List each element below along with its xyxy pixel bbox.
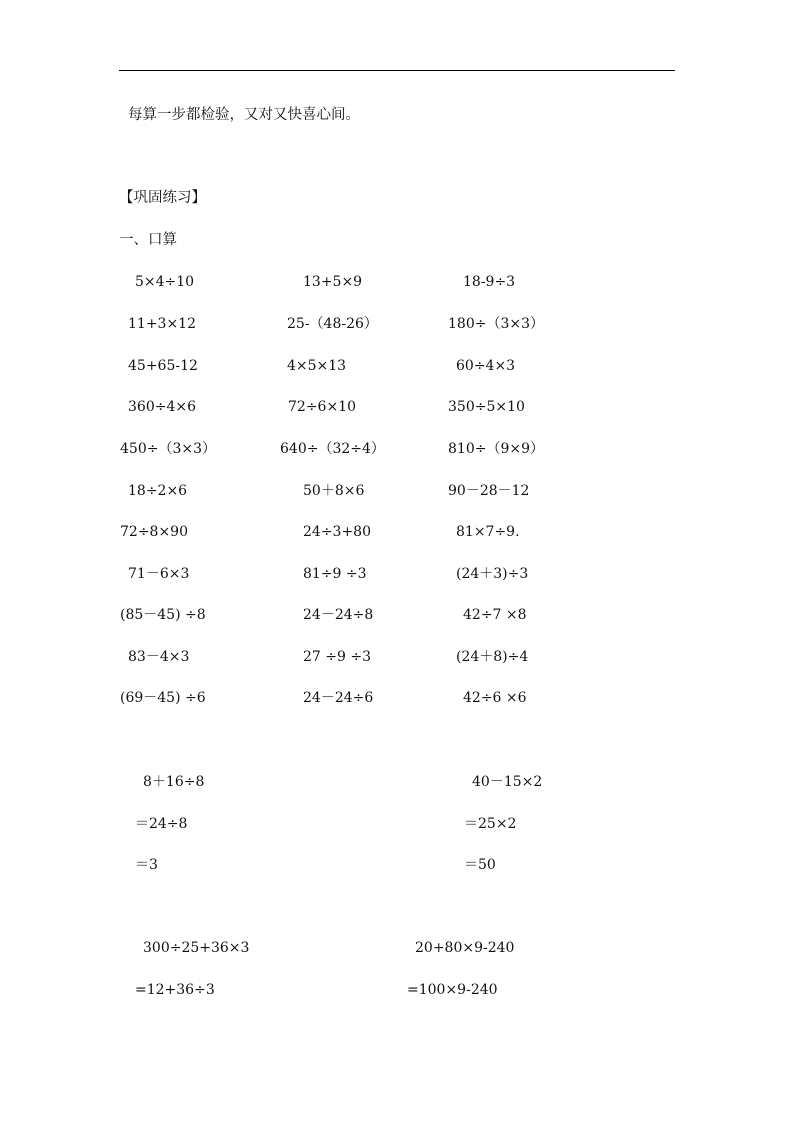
subsection-heading: 一、口算: [119, 232, 177, 248]
worked-example-expression: 20+80×9-240: [415, 940, 515, 956]
worked-example-step: ＝25×2: [464, 816, 517, 832]
section-heading: 【巩固练习】: [119, 190, 206, 206]
oral-problem: 13+5×9: [303, 274, 363, 290]
worked-example-expression: 300÷25+36×3: [143, 940, 250, 956]
oral-problem: 60÷4×3: [456, 358, 516, 374]
intro-line: 每算一步都检验，又对又快喜心间。: [128, 107, 360, 123]
oral-problem: 24÷3+80: [303, 524, 371, 540]
worked-example-step: =12+36÷3: [135, 982, 215, 998]
oral-problem: 71－6×3: [128, 566, 190, 582]
oral-problem: 350÷5×10: [448, 399, 525, 415]
oral-problem: 360÷4×6: [128, 399, 196, 415]
oral-problem: 4×5×13: [287, 358, 347, 374]
oral-problem: 81×7÷9.: [456, 524, 520, 540]
oral-problem: 810÷（9×9）: [448, 441, 544, 457]
oral-problem: 180÷（3×3）: [448, 316, 544, 332]
oral-problem: (85－45) ÷8: [120, 607, 206, 623]
oral-problem: 18-9÷3: [463, 274, 516, 290]
worked-example-step: ＝50: [464, 857, 496, 873]
oral-problem: 72÷8×90: [120, 524, 188, 540]
worked-example-expression: 8＋16÷8: [143, 774, 205, 790]
oral-problem: 640÷（32÷4）: [280, 441, 385, 457]
header-rule: [119, 70, 675, 71]
oral-problem: 24－24÷6: [303, 690, 374, 706]
oral-problem: 25-（48-26）: [287, 316, 378, 332]
worked-example-expression: 40－15×2: [472, 774, 543, 790]
worked-example-step: ＝3: [135, 857, 158, 873]
oral-problem: 11+3×12: [128, 316, 196, 332]
oral-problem: 83－4×3: [128, 649, 190, 665]
worked-example-step: ＝24÷8: [135, 816, 188, 832]
oral-problem: 5×4÷10: [135, 274, 195, 290]
oral-problem: 45+65-12: [128, 358, 198, 374]
oral-problem: 42÷6 ×6: [463, 690, 527, 706]
oral-problem: 24－24÷8: [303, 607, 374, 623]
oral-problem: 18÷2×6: [128, 483, 188, 499]
oral-problem: 27 ÷9 ÷3: [303, 649, 371, 665]
oral-problem: 450÷（3×3）: [120, 441, 216, 457]
oral-problem: (69－45) ÷6: [120, 690, 206, 706]
oral-problem: 42÷7 ×8: [463, 607, 527, 623]
oral-problem: (24＋8)÷4: [456, 649, 529, 665]
oral-problem: 72÷6×10: [288, 399, 356, 415]
oral-problem: 90－28－12: [448, 483, 530, 499]
oral-problem: (24＋3)÷3: [456, 566, 529, 582]
oral-problem: 81÷9 ÷3: [303, 566, 367, 582]
worked-example-step: =100×9-240: [407, 982, 498, 998]
oral-problem: 50＋8×6: [303, 483, 365, 499]
